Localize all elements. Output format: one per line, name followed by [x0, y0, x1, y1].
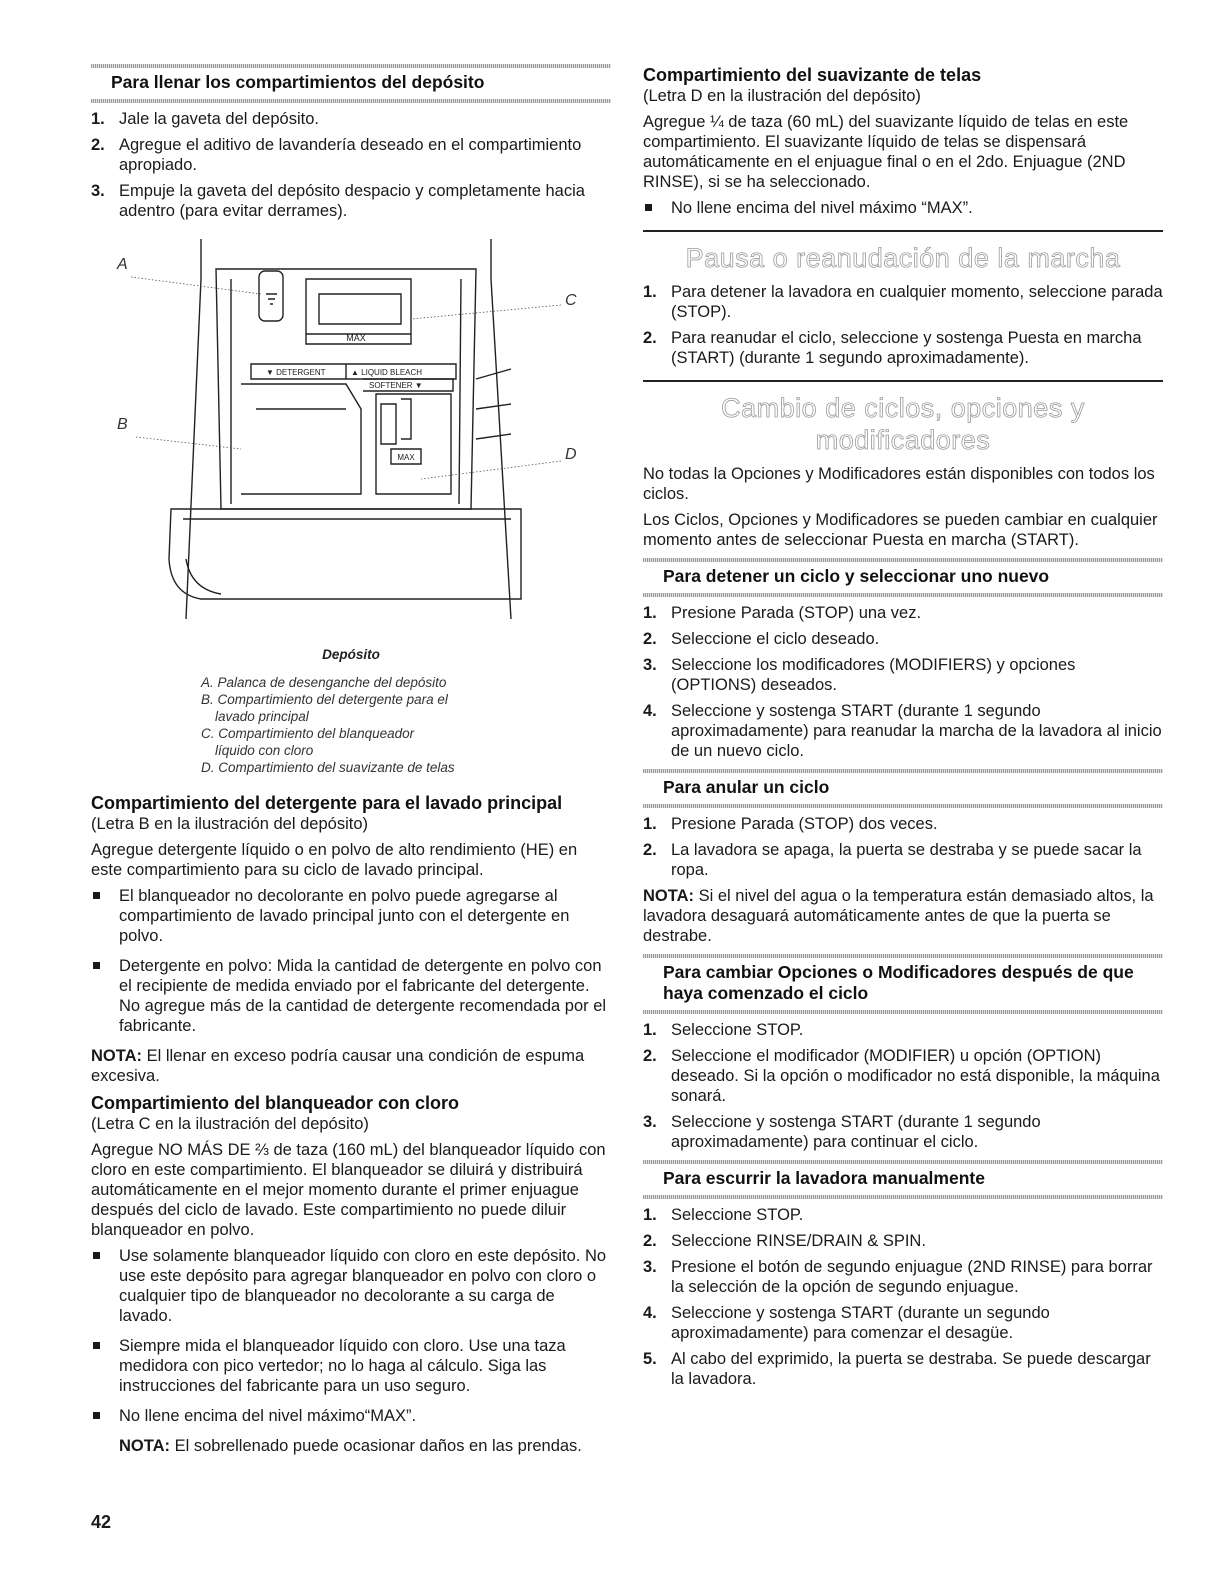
stop-new-section [643, 558, 1163, 761]
caption-item: líquido con cloro [215, 743, 314, 758]
list-item: No llene encima del nivel máximo “MAX”. [643, 198, 1163, 218]
list-item: 1. Presione Parada (STOP) dos veces. [643, 815, 938, 833]
pause-title: Pausa o reanudación de la marcha [685, 243, 1121, 273]
softener-ref: (Letra D en la ilustración del depósito) [643, 87, 921, 105]
list-item: 2. Seleccione el ciclo deseado. [643, 630, 880, 648]
caption-title: Depósito [322, 647, 380, 662]
list-item: 4. Seleccione y sostenga START (durante un segundo aproximadamente) para comenzar el desagüe. [643, 1304, 1050, 1342]
cancel-heading: Para anular un ciclo [663, 777, 830, 797]
list-item: No llene encima del nivel máximo“MAX”. [91, 1406, 611, 1426]
main-detergent-note: NOTA: El llenar en exceso podría causar una condición de espuma excesiva. [91, 1047, 585, 1085]
change-options-steps [643, 1020, 1163, 1152]
change-paragraph: No todas la Opciones y Modificadores están disponibles con todos los ciclos. [643, 465, 1155, 503]
pause-steps [643, 282, 1163, 368]
list-item: 1. Para detener la lavadora en cualquier momento, seleccione parada (STOP). [643, 283, 1163, 321]
heading-rule-top [643, 769, 1163, 773]
caption-item: D. Compartimiento del suavizante de telas [201, 760, 455, 775]
softener-bullets [643, 198, 1163, 218]
list-item: Siempre mida el blanqueador líquido con cloro. Use una taza medidora con pico vertedor; no lo haga al cálculo. Siga las instrucciones del fabricante para un uso seguro. [91, 1336, 611, 1396]
left-column [91, 64, 611, 1462]
list-item: 1. Presione Parada (STOP) una vez. [643, 604, 922, 622]
list-item: 3. Empuje la gaveta del depósito despacio y completamente hacia adentro (para evitar derrames). [91, 182, 585, 220]
bleach-body: Agregue NO MÁS DE ⅔ de taza (160 mL) del blanqueador líquido con cloro en este compartimiento. El blanqueador se diluirá y distribuirá automáticamente en el mejor momento durante el primer enjuague después del ciclo de lavado. Este compartimiento no puede diluir blanqueador en polvo. [91, 1141, 606, 1239]
drain-steps [643, 1205, 1163, 1389]
cancel-section [643, 769, 1163, 946]
change-paragraph: Los Ciclos, Opciones y Modificadores se pueden cambiar en cualquier momento antes de seleccionar Puesta en marcha (START). [643, 511, 1158, 549]
main-detergent-bullets [91, 886, 611, 1036]
section-divider [643, 380, 1163, 382]
list-item: 4. Seleccione y sostenga START (durante 1 segundo aproximadamente) para reanudar la marcha de la lavadora al inicio de un nuevo ciclo. [643, 702, 1162, 760]
caption-item: lavado principal [215, 709, 309, 724]
heading-rule-top [91, 64, 611, 68]
stop-new-steps [643, 603, 1163, 761]
list-item: 3. Seleccione los modificadores (MODIFIERS) y opciones (OPTIONS) deseados. [643, 656, 1076, 694]
list-item: 2. Seleccione RINSE/DRAIN & SPIN. [643, 1232, 926, 1250]
bleach-heading: Compartimiento del blanqueador con cloro [91, 1093, 460, 1113]
change-title: Cambio de ciclos, opciones y modificadores [721, 393, 1085, 455]
callout-c: C [565, 292, 577, 309]
callout-b: B [117, 416, 128, 433]
softener-heading: Compartimiento del suavizante de telas [643, 65, 982, 85]
heading-rule-bottom [643, 593, 1163, 597]
heading-rule-bottom [643, 1195, 1163, 1199]
list-item: 3. Seleccione y sostenga START (durante 1 segundo aproximadamente) para continuar el ciclo. [643, 1113, 1041, 1151]
caption-item: C. Compartimiento del blanqueador [201, 726, 415, 741]
list-item: 1. Seleccione STOP. [643, 1206, 804, 1224]
caption-item: A. Palanca de desenganche del depósito [201, 675, 447, 690]
cancel-steps [643, 814, 1163, 880]
list-item: 1. Jale la gaveta del depósito. [91, 110, 319, 128]
list-item: 2. Agregue el aditivo de lavandería deseado en el compartimiento apropiado. [91, 136, 582, 174]
caption-legend [201, 675, 611, 776]
softener-body: Agregue ¼ de taza (60 mL) del suavizante líquido de telas en este compartimiento. El suavizante líquido de telas se dispensará automáticamente en el enjuague final o en el 2do. Enjuague (2ND RINSE), si se ha seleccionado. [643, 113, 1129, 191]
caption-item: B. Compartimiento del detergente para el [201, 692, 448, 707]
dispenser-drawing [91, 239, 611, 639]
list-item: 2. Para reanudar el ciclo, seleccione y sostenga Puesta en marcha (START) (durante 1 segundo aproximadamente). [643, 329, 1142, 367]
fill-heading: Para llenar los compartimientos del depósito [111, 72, 485, 92]
list-item: El blanqueador no decolorante en polvo puede agregarse al compartimiento de lavado principal junto con el detergente en polvo. [91, 886, 611, 946]
drain-section [643, 1160, 1163, 1389]
change-options-heading: Para cambiar Opciones o Modificadores después de que haya comenzado el ciclo [663, 962, 1134, 1003]
heading-rule-bottom [643, 804, 1163, 808]
figure-caption [91, 645, 611, 665]
callout-a: A [117, 256, 128, 273]
bleach-bullets [91, 1246, 611, 1426]
main-detergent-heading: Compartimiento del detergente para el lavado principal [91, 793, 563, 813]
cancel-note: NOTA: Si el nivel del agua o la temperatura están demasiado altos, la lavadora desaguará automáticamente antes de que la puerta se destrabe. [643, 887, 1154, 945]
page-number: 42 [91, 1512, 112, 1532]
fill-steps [91, 109, 611, 221]
bleach-section [91, 1092, 611, 1456]
drain-heading: Para escurrir la lavadora manualmente [663, 1168, 985, 1188]
list-item: 2. Seleccione el modificador (MODIFIER) u opción (OPTION) deseado. Si la opción o modificador no está disponible, la máquina sonará. [643, 1047, 1160, 1105]
bleach-note: NOTA: El sobrellenado puede ocasionar daños en las prendas. [119, 1437, 582, 1455]
max-bottom-label: MAX [397, 453, 415, 462]
main-detergent-ref: (Letra B en la ilustración del depósito) [91, 815, 368, 833]
dispenser-illustration [91, 239, 611, 639]
max-top-label: MAX [346, 333, 366, 343]
softener-section [643, 64, 1163, 218]
detergent-label: ▼ DETERGENT [266, 368, 326, 377]
list-item: 5. Al cabo del exprimido, la puerta se destraba. Se puede descargar la lavadora. [643, 1350, 1151, 1388]
list-item: Use solamente blanqueador líquido con cloro en este depósito. No use este depósito para agregar blanqueador en polvo con cloro o cualquier tipo de blanqueador no decolorante a su carga de lavado. [91, 1246, 611, 1326]
bleach-ref: (Letra C en la ilustración del depósito) [91, 1115, 369, 1133]
list-item: 2. La lavadora se apaga, la puerta se destraba y se puede sacar la ropa. [643, 841, 1142, 879]
liquid-bleach-label: ▲ LIQUID BLEACH [351, 368, 423, 377]
list-item: Detergente en polvo: Mida la cantidad de detergente en polvo con el recipiente de medida enviado por el fabricante del detergente. No agregue más de la cantidad de detergente recomendada por el fabricante. [91, 956, 611, 1036]
main-detergent-body: Agregue detergente líquido o en polvo de alto rendimiento (HE) en este compartimiento para su ciclo de lavado principal. [91, 841, 578, 879]
heading-rule-bottom [91, 99, 611, 103]
right-column [643, 64, 1163, 1395]
heading-rule-top [643, 954, 1163, 958]
list-item: 1. Seleccione STOP. [643, 1021, 804, 1039]
softener-label: SOFTENER ▼ [369, 381, 423, 390]
heading-rule-top [643, 558, 1163, 562]
change-options-section [643, 954, 1163, 1152]
heading-rule-bottom [643, 1010, 1163, 1014]
main-detergent-section [91, 792, 611, 1086]
stop-new-heading: Para detener un ciclo y seleccionar uno nuevo [663, 566, 1050, 586]
section-divider [643, 230, 1163, 232]
callout-d: D [565, 446, 577, 463]
list-item: 3. Presione el botón de segundo enjuague (2ND RINSE) para borrar la selección de la opción de segundo enjuague. [643, 1258, 1153, 1296]
heading-rule-top [643, 1160, 1163, 1164]
